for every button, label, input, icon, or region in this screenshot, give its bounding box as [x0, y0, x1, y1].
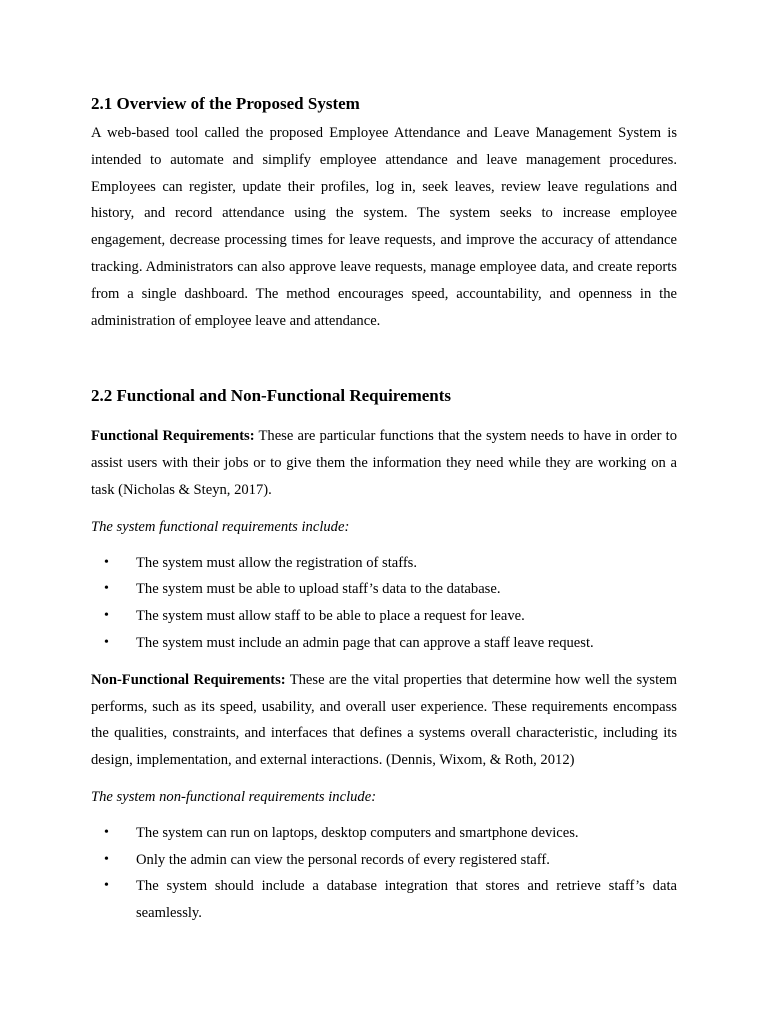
bullet-icon: •	[104, 824, 109, 840]
section-heading-overview: 2.1 Overview of the Proposed System	[91, 94, 360, 113]
functional-requirements-text: These are particular functions that the system needs to have in order to assist users with their jobs or to give them the information they need while they are working on a task (Nicholas & Steyn, 2017).	[91, 428, 678, 498]
nonfunctional-requirements-list	[91, 820, 677, 927]
bullet-icon: •	[104, 554, 109, 570]
list-item	[91, 603, 677, 630]
list-item	[91, 847, 677, 874]
list-item-text: The system should include a database integration that stores and retrieve staff’s data seamlessly.	[136, 878, 677, 922]
section-heading-requirements: 2.2 Functional and Non-Functional Requirements	[91, 386, 452, 406]
functional-requirements-label: Functional Requirements:	[91, 428, 255, 445]
document-page	[91, 92, 677, 927]
list-item-text: The system must be able to upload staff’s data to the database.	[136, 581, 501, 598]
nonfunctional-requirements-intro: The system non-functional requirements include:	[91, 788, 377, 805]
bullet-icon: •	[104, 581, 109, 597]
functional-requirements-list	[91, 550, 677, 657]
list-item	[91, 873, 677, 927]
nonfunctional-requirements-label: Non-Functional Requirements:	[91, 671, 286, 688]
list-item	[91, 820, 677, 847]
functional-requirements-paragraph	[91, 423, 677, 503]
list-item-text: The system can run on laptops, desktop computers and smartphone devices.	[136, 824, 579, 841]
nonfunctional-requirements-paragraph	[91, 667, 677, 774]
list-item-text: The system must allow the registration of staffs.	[136, 554, 418, 571]
list-item-text: The system must include an admin page that can approve a staff leave request.	[136, 634, 594, 651]
functional-requirements-intro: The system functional requirements include:	[91, 518, 350, 535]
bullet-icon: •	[104, 851, 109, 867]
bullet-icon: •	[104, 878, 109, 894]
bullet-icon: •	[104, 608, 109, 624]
list-item	[91, 630, 677, 657]
nonfunctional-requirements-text: These are the vital properties that determine how well the system performs, such as its speed, usability, and overall user experience. These requirements encompass the qualities, constraints, and interfaces that defines a systems overall characteristic, including its design, implementation, and external interactions. (Dennis, Wixom, & Roth, 2012)	[91, 671, 677, 769]
list-item-text: The system must allow staff to be able to place a request for leave.	[136, 608, 525, 625]
list-item	[91, 550, 677, 577]
list-item-text: Only the admin can view the personal records of every registered staff.	[136, 851, 550, 868]
overview-paragraph: A web-based tool called the proposed Employee Attendance and Leave Management System is intended to automate and simplify employee attendance and leave management procedures. Employees can register, update their profiles, log in, seek leaves, review leave regulations and history, and record attendance using the system. The system seeks to increase employee engagement, decrease processing times for leave requests, and improve the accuracy of attendance tracking. Administrators can also approve leave requests, manage employee data, and create reports from a single dashboard. The method encourages speed, accountability, and openness in the administration of employee leave and attendance.	[91, 125, 677, 329]
list-item	[91, 576, 677, 603]
bullet-icon: •	[104, 634, 109, 650]
